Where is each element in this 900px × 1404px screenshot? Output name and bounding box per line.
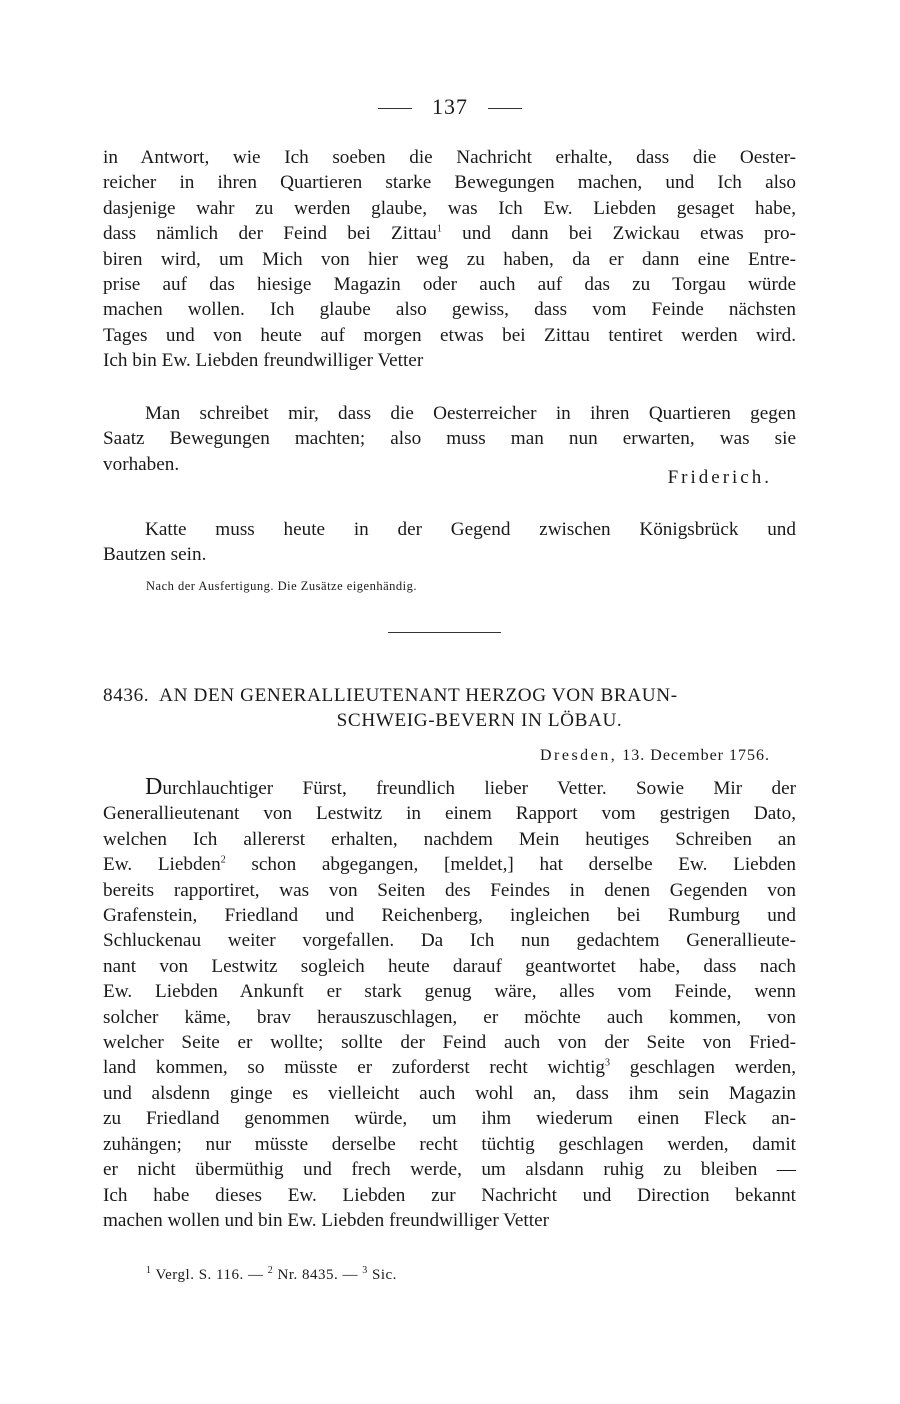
place: Dresden,	[539, 747, 618, 764]
text-line: Grafenstein, Friedland und Reichenberg, ingleichen bei Rumburg und	[103, 905, 796, 927]
paragraph-postscript	[103, 401, 796, 477]
section-divider	[388, 632, 501, 633]
footnote-marker: 1	[146, 1265, 152, 1276]
dateline	[540, 747, 770, 765]
text-line: in Antwort, wie Ich soeben die Nachricht erhalte, dass die Oester-	[103, 147, 796, 168]
header-dash-left	[378, 108, 412, 109]
text-segment: schon abgegangen, [meldet,] hat derselbe Ew. Liebden	[225, 854, 796, 876]
text-line: welcher Seite er wollte; sollte der Feind auch von der Seite von Fried-	[103, 1032, 796, 1054]
page-number: 137	[432, 94, 468, 119]
text-line: Saatz Bewegungen machten; also muss man nun erwarten, was sie	[103, 428, 796, 450]
text-line: Schluckenau weiter vorgefallen. Da Ich nun gedachtem Generallieute-	[103, 930, 796, 952]
text-line: Ew. Liebden Ankunft er stark genug wäre, alles vom Feinde, wenn	[103, 981, 796, 1003]
text-line: Ich bin Ew. Liebden freundwilliger Vetter	[103, 350, 424, 372]
text-line: solcher käme, brav herauszuschlagen, er möchte auch kommen, von	[103, 1006, 796, 1028]
text-segment: Ew. Liebden	[103, 854, 221, 876]
text-line	[103, 775, 796, 801]
heading-text: AN DEN GENERALLIEUTENANT HERZOG VON BRAUN-	[159, 685, 678, 706]
text-line	[103, 852, 796, 877]
text-line	[103, 1055, 796, 1080]
text-line: dasjenige wahr zu werden glaube, was Ich Ew. Liebden gesaget habe,	[103, 197, 796, 219]
text-segment: geschlagen werden,	[610, 1057, 796, 1079]
page-header	[0, 94, 900, 120]
footnote-text: Vergl. S. 116. —	[151, 1267, 268, 1283]
text-line: machen wollen. Ich glaube also gewiss, dass vom Feinde nächsten	[103, 299, 796, 321]
text-line: Man schreibet mir, dass die Oesterreicher in ihren Quartieren gegen	[145, 403, 796, 424]
text-line	[103, 221, 796, 246]
footnote-marker: 2	[267, 1265, 274, 1276]
text-line: zuhängen; nur müsste derselbe recht tüchtig geschlagen werden, damit	[103, 1133, 796, 1155]
text-line: Bautzen sein.	[103, 544, 207, 566]
heading-line: SCHWEIG-BEVERN IN LÖBAU.	[336, 710, 623, 731]
text-line: Ich habe dieses Ew. Liebden zur Nachricht und Direction bekannt	[103, 1184, 796, 1206]
text-segment: land kommen, so müsste er zuforderst recht wichtig	[103, 1057, 606, 1079]
footnote-text: Nr. 8435. —	[273, 1267, 363, 1283]
source-note: Nach der Ausfertigung. Die Zusätze eigenhändig.	[146, 579, 417, 593]
footnote-marker: 3	[605, 1058, 611, 1070]
text-segment: und dann bei Zwickau etwas pro-	[441, 223, 796, 245]
text-line: er nicht übermüthig und frech werde, um alsdann ruhig zu bleiben —	[103, 1159, 796, 1181]
text-line: zu Friedland genommen würde, um ihm wiederum einen Fleck an-	[103, 1108, 796, 1130]
text-segment: dass nämlich der Feind bei Zittau	[103, 223, 437, 245]
footnote-text: Sic.	[367, 1267, 397, 1283]
signature: Friderich.	[667, 467, 772, 488]
heading-line	[103, 683, 796, 708]
text-line: Katte muss heute in der Gegend zwischen Königsbrück und	[145, 519, 796, 540]
text-line: reicher in ihren Quartieren starke Bewegungen machen, und Ich also	[103, 172, 796, 194]
footnote-marker: 1	[436, 223, 442, 235]
text-line: biren wird, um Mich von hier weg zu haben, da er dann eine Entre-	[103, 248, 796, 270]
footnote-marker: 3	[362, 1265, 368, 1276]
date: 13. December 1756.	[622, 747, 770, 764]
text-line: prise auf das hiesige Magazin oder auch auf das zu Torgau würde	[103, 274, 796, 296]
text-segment: urchlauchtiger Fürst, freundlich lieber Vetter. Sowie Mir der	[162, 778, 796, 799]
footnotes	[146, 1267, 397, 1284]
letter-heading	[103, 683, 796, 733]
text-line: vorhaben.	[103, 453, 180, 475]
text-line: bereits rapportiret, was von Seiten des Feindes in denen Gegenden von	[103, 879, 796, 901]
footnote-marker: 2	[220, 854, 226, 866]
header-dash-right	[488, 108, 522, 109]
text-line: Tages und von heute auf morgen etwas bei Zittau tentiret werden wird.	[103, 324, 796, 346]
initial-letter: D	[145, 774, 163, 800]
text-line: nant von Lestwitz sogleich heute darauf geantwortet habe, dass nach	[103, 955, 796, 977]
paragraph-continuation	[103, 145, 796, 374]
text-line: Generallieutenant von Lestwitz in einem Rapport vom gestrigen Dato,	[103, 803, 796, 825]
letter-body	[103, 775, 796, 1233]
paragraph-postscript-2	[103, 517, 796, 568]
text-line: und alsdenn ginge es vielleicht auch wohl an, dass ihm sein Magazin	[103, 1082, 796, 1104]
text-line: welchen Ich allererst erhalten, nachdem Mein heutiges Schreiben an	[103, 828, 796, 850]
letter-number: 8436.	[103, 685, 150, 706]
text-line: machen wollen und bin Ew. Liebden freundwilliger Vetter	[103, 1209, 549, 1231]
